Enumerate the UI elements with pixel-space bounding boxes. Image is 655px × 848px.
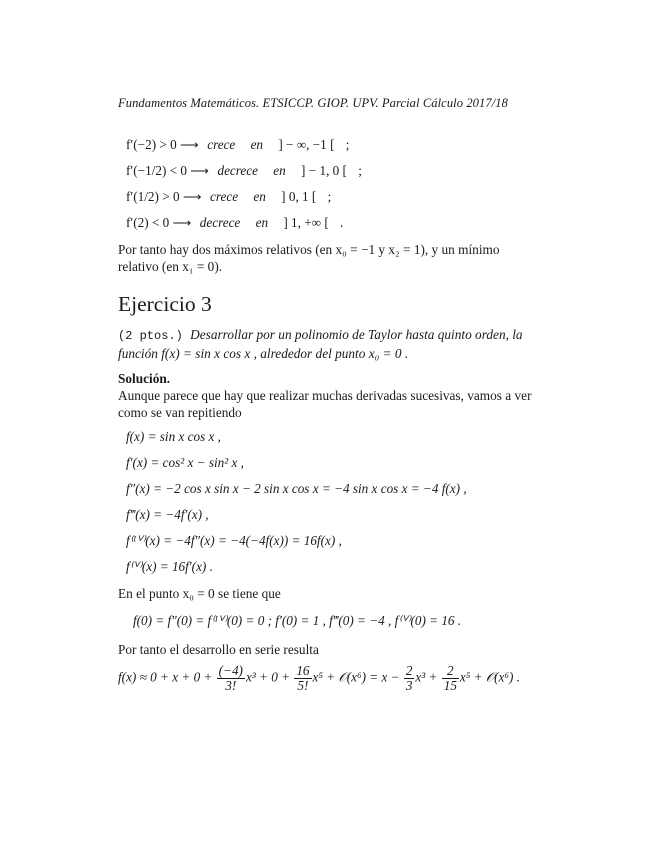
- solution-label: Solución.: [118, 371, 171, 386]
- interval-line-2: [126, 163, 362, 179]
- interval-en: en: [253, 189, 266, 204]
- solution-intro-line-2: como se van repitiendo: [118, 405, 242, 420]
- point-text: En el punto x₀ = 0 se tiene que: [118, 586, 281, 601]
- fraction-3: $\frac{2}{3}$: [405, 663, 413, 693]
- exercise-title: Ejercicio 3: [118, 292, 212, 316]
- series-mid-1: x³ + 0 +: [245, 669, 291, 685]
- interval-word: decrece: [217, 163, 258, 178]
- exercise-statement: [118, 326, 538, 362]
- series-text: Por tanto el desarrollo en serie resulta: [118, 642, 319, 657]
- derivative-3: f‴(x) = −4f′(x) ,: [126, 507, 209, 522]
- interval-word: decrece: [199, 215, 241, 230]
- fraction-1: $\frac{(-4)}{3!}$: [218, 663, 243, 693]
- interval-condition: f′(−2) > 0 ⟶: [126, 137, 199, 152]
- interval-tail: ;: [345, 137, 350, 152]
- series-mid-3: x³ +: [415, 669, 438, 685]
- derivative-1: f′(x) = cos² x − sin² x ,: [126, 455, 244, 470]
- interval-en: en: [273, 163, 286, 178]
- interval-tail: ;: [327, 189, 332, 204]
- interval-line-3: [126, 189, 331, 205]
- fraction-4: $\frac{2}{15}$: [443, 663, 457, 693]
- page-header: Fundamentos Matemáticos. ETSICCP. GIOP. UPV. Parcial Cálculo 2017/18: [118, 96, 509, 110]
- derivative-4: f⁽ᴵⱽ⁾(x) = −4f″(x) = −4(−4f(x)) = 16f(x) ,: [126, 533, 342, 548]
- statement-line-1: Desarrollar por un polinomio de Taylor hasta quinto orden, la: [190, 327, 523, 342]
- series-lhs: f(x) ≈ 0 + x + 0 +: [118, 669, 213, 685]
- interval-en: en: [250, 137, 264, 152]
- interval-tail: ;: [358, 163, 362, 178]
- interval-line-4: [126, 215, 343, 231]
- solution-block: [118, 370, 538, 421]
- interval-word: crece: [210, 189, 239, 204]
- exercise-points: (2 ptos.): [118, 329, 183, 343]
- conclusion-paragraph: [118, 241, 538, 275]
- interval-condition: f′(2) < 0 ⟶: [126, 215, 192, 230]
- fraction-2: $\frac{16}{5!}$: [296, 663, 310, 693]
- statement-line-2: función f(x) = sin x cos x , alrededor del punto x₀ = 0 .: [118, 346, 409, 361]
- interval-word: crece: [207, 137, 236, 152]
- interval-tail: .: [340, 215, 344, 230]
- conclusion-line-2: relativo (en x₁ = 0).: [118, 259, 223, 274]
- interval-en: en: [255, 215, 269, 230]
- conclusion-line-1: Por tanto hay dos máximos relativos (en x₀ = −1 y x₂ = 1), y un mínimo: [118, 242, 500, 257]
- interval-condition: f′(1/2) > 0 ⟶: [126, 189, 202, 204]
- solution-intro-line-1: Aunque parece que hay que realizar muchas derivadas sucesivas, vamos a ver: [118, 388, 532, 403]
- derivative-2: f″(x) = −2 cos x sin x − 2 sin x cos x = −4 sin x cos x = −4 f(x) ,: [126, 481, 467, 496]
- interval-range: ] 0, 1 [: [281, 189, 317, 204]
- interval-range: ] − 1, 0 [: [301, 163, 347, 178]
- derivative-0: f(x) = sin x cos x ,: [126, 429, 221, 444]
- interval-line-1: [126, 137, 349, 153]
- derivative-5: f⁽ⱽ⁾(x) = 16f′(x) .: [126, 559, 213, 574]
- series-end: x⁵ + 𝒪(x⁶) .: [459, 669, 520, 685]
- values-line: f(0) = f″(0) = f⁽ᴵⱽ⁾(0) = 0 ; f′(0) = 1 , f‴(0) = −4 , f⁽ⱽ⁾(0) = 16 .: [133, 613, 462, 628]
- interval-range: ] 1, +∞ [: [283, 215, 329, 230]
- series-mid-2: x⁵ + 𝒪(x⁶) = x −: [312, 669, 400, 685]
- series-equation: [118, 664, 520, 693]
- interval-condition: f′(−1/2) < 0 ⟶: [126, 163, 210, 178]
- interval-range: ] − ∞, −1 [: [278, 137, 335, 152]
